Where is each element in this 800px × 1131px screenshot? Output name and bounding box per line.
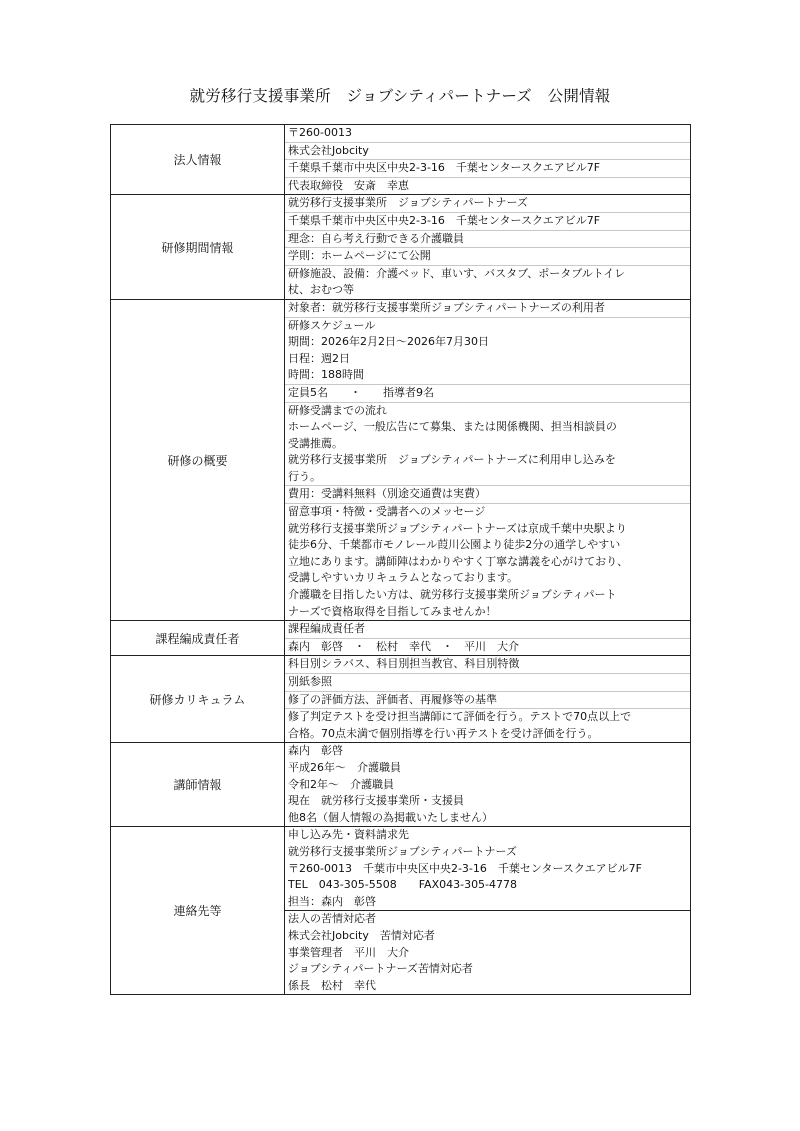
- section-row: [111, 743, 691, 827]
- info-line: ナーズで資格取得を目指してみませんか！: [288, 604, 497, 618]
- info-line: 研修スケジュール: [288, 318, 376, 332]
- info-line: 介護職を目指したい方は、就労移行支援事業所ジョブシティパート: [288, 588, 617, 602]
- section-content: [285, 299, 691, 620]
- section-label: 課程編成責任者: [111, 621, 285, 656]
- section-label: 法人情報: [111, 125, 285, 195]
- info-line: 他8名（個人情報の為掲載いたしません）: [288, 810, 493, 824]
- info-line: 担当：森内 彰啓: [285, 894, 690, 912]
- info-line: 〒260-0013 千葉市中央区中央2-3-16 千葉センタースクエアビル7F: [288, 861, 643, 875]
- info-line: 就労移行支援事業所ジョブシティパートナーズ: [288, 844, 517, 858]
- info-line: 株式会社Jobcity: [285, 143, 690, 161]
- info-line: 別紙参照: [285, 674, 690, 692]
- info-line: 日程：週2日: [288, 351, 350, 365]
- info-line: 研修受講までの流れ: [288, 403, 387, 417]
- info-line: 千葉県千葉市中央区中央2-3-16 千葉センタースクエアビル7F: [285, 160, 690, 178]
- section-content: [285, 827, 691, 995]
- section-label: 研修期間情報: [111, 195, 285, 300]
- info-line: 株式会社Jobcity 苦情対応者: [288, 928, 435, 942]
- section-label: 講師情報: [111, 743, 285, 827]
- section-label: 研修カリキュラム: [111, 656, 285, 743]
- info-line: 受講推薦。: [288, 436, 343, 450]
- info-line: 〒260-0013: [285, 125, 690, 143]
- info-line: 千葉県千葉市中央区中央2-3-16 千葉センタースクエアビル7F: [285, 213, 690, 231]
- info-line: 法人の苦情対応者: [288, 912, 376, 926]
- info-line: ジョブシティパートナーズ苦情対応者: [288, 962, 473, 976]
- info-line: 立地にあります。講師陣はわかりやすく丁寧な講義を心がけており、: [288, 554, 629, 568]
- info-line: 修了の評価方法、評価者、再履修等の基準: [285, 692, 690, 710]
- info-line: 研修施設、設備：介護ベッド、車いす、バスタブ、ポータブルトイレ: [288, 266, 626, 280]
- info-line: 杖、おむつ等: [288, 283, 354, 297]
- info-line: 定員5名 ・ 指導者9名: [285, 385, 690, 403]
- info-line: 科目別シラバス、科目別担当教官、科目別特徴: [285, 656, 690, 674]
- section-label: 研修の概要: [111, 299, 285, 620]
- info-line: 対象者：就労移行支援事業所ジョブシティパートナーズの利用者: [285, 300, 690, 318]
- info-line: 事業管理者 平川 大介: [288, 945, 409, 959]
- section-content: [285, 195, 691, 300]
- section-row: [111, 621, 691, 656]
- info-line: 平成26年～ 介護職員: [288, 760, 401, 774]
- info-line: 現在 就労移行支援事業所・支援員: [288, 794, 464, 808]
- info-line: 期間：2026年2月2日～2026年7月30日: [288, 335, 489, 349]
- info-line: 修了判定テストを受け担当講師にて評価を行う。テストで70点以上で: [288, 710, 632, 724]
- page-title: 就労移行支援事業所 ジョブシティパートナーズ 公開情報: [189, 87, 611, 105]
- info-line: 留意事項・特徴・受講者へのメッセージ: [288, 505, 486, 519]
- section-row: [111, 195, 691, 300]
- info-line: 就労移行支援事業所 ジョブシティパートナーズに利用申し込みを: [288, 453, 616, 467]
- info-line: 就労移行支援事業所ジョブシティパートナーズは京成千葉中央駅より: [288, 521, 627, 535]
- section-content: [285, 656, 691, 743]
- info-line: 令和2年～ 介護職員: [288, 777, 394, 791]
- info-line: 費用：受講料無料（別途交通費は実費）: [285, 486, 690, 504]
- info-line: 代表取締役 安斎 幸恵: [288, 178, 409, 192]
- info-line: 森内 彰啓 ・ 松村 幸代 ・ 平川 大介: [288, 639, 519, 653]
- info-line: 合格。70点未満で個別指導を行い再テストを受け評価を行う。: [288, 726, 599, 740]
- info-line: 申し込み先・資料請求先: [288, 828, 409, 842]
- section-content: [285, 125, 691, 195]
- section-row: [111, 827, 691, 995]
- info-line: 就労移行支援事業所 ジョブシティパートナーズ: [285, 195, 690, 213]
- section-content: [285, 743, 691, 827]
- info-line: 行う。: [285, 469, 690, 487]
- section-content: [285, 621, 691, 656]
- info-line: ホームページ、一般広告にて募集、または関係機関、担当相談員の: [288, 420, 617, 434]
- info-line: 係長 松村 幸代: [288, 978, 376, 992]
- info-line: 学則：ホームページにて公開: [285, 248, 690, 266]
- info-line: 時間：188時間: [285, 367, 690, 385]
- info-line: 徒歩6分、千葉都市モノレール葭川公園より徒歩2分の通学しやすい: [288, 538, 621, 552]
- info-line: 理念：自ら考え行動できる介護職員: [285, 231, 690, 249]
- info-table: [110, 124, 691, 995]
- section-label: 連絡先等: [111, 827, 285, 995]
- section-row: [111, 299, 691, 620]
- info-line: 課程編成責任者: [285, 621, 690, 639]
- info-line: 森内 彰啓: [288, 744, 343, 758]
- section-row: [111, 125, 691, 195]
- info-line: TEL 043-305-5508 FAX043-305-4778: [288, 878, 518, 892]
- section-row: [111, 656, 691, 743]
- info-line: 受講しやすいカリキュラムとなっております。: [288, 571, 519, 585]
